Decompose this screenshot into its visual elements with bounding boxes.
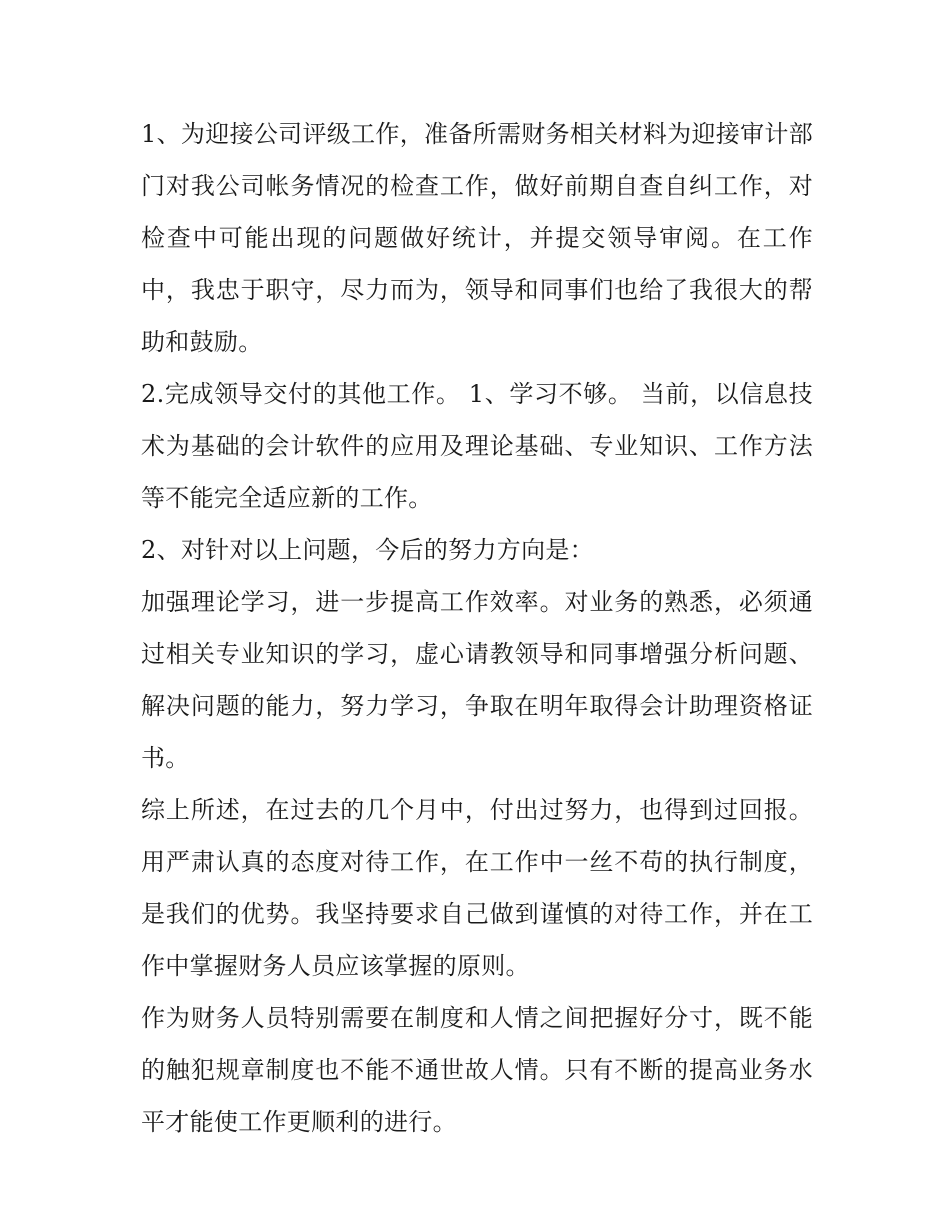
paragraph-4: 加强理论学习，进一步提高工作效率。对业务的熟悉，必须通过相关专业知识的学习，虚心请教领导和同事增强分析问题、解决问题的能力，努力学习，争取在明年取得会计助理资格证书。: [141, 588, 813, 772]
document-body: [141, 108, 813, 1148]
paragraph-5: 综上所述，在过去的几个月中，付出过努力，也得到过回报。用严肃认真的态度对待工作，在工作中一丝不苟的执行制度，是我们的优势。我坚持要求自己做到谨慎的对待工作，并在工作中掌握财务人员应该掌握的原则。: [141, 796, 813, 980]
paragraph-2: 2.完成领导交付的其他工作。 1、学习不够。 当前，以信息技术为基础的会计软件的应用及理论基础、专业知识、工作方法等不能完全适应新的工作。: [141, 380, 813, 512]
paragraph-3: 2、对针对以上问题，今后的努力方向是：: [141, 536, 594, 564]
paragraph-1: 1、为迎接公司评级工作，准备所需财务相关材料为迎接审计部门对我公司帐务情况的检查工作，做好前期自查自纠工作，对检查中可能出现的问题做好统计，并提交领导审阅。在工作中，我忠于职守，尽力而为，领导和同事们也给了我很大的帮助和鼓励。: [141, 120, 813, 356]
paragraph-6: 作为财务人员特别需要在制度和人情之间把握好分寸，既不能的触犯规章制度也不能不通世故人情。只有不断的提高业务水平才能使工作更顺利的进行。: [141, 1004, 813, 1136]
